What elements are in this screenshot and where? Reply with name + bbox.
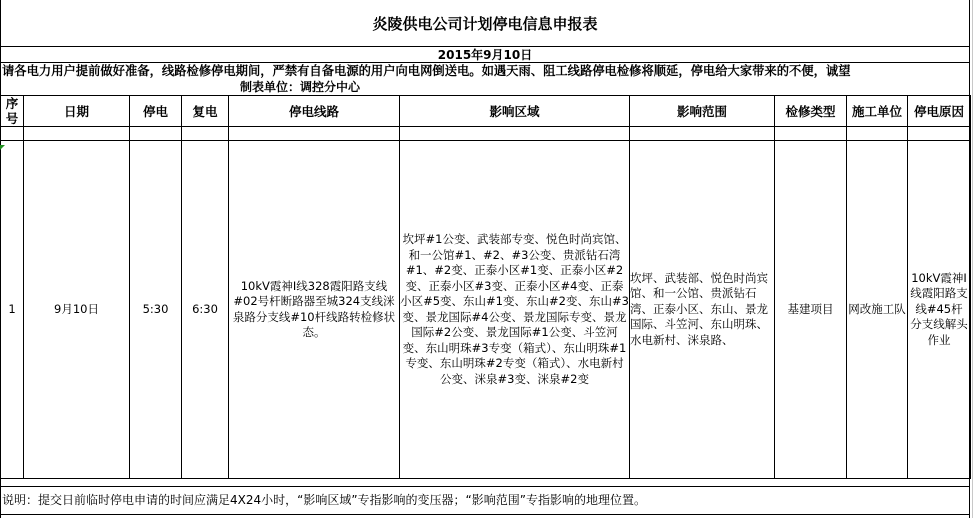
table-spacer-row	[1, 127, 971, 141]
notice-text: 请各电力用户提前做好准备，线路检修停电期间，严禁有自备电源的用户向电网倒送电。如遇天雨、阻工线路停电检修将顺延，停电给大家带来的不便，诚望	[2, 64, 851, 78]
cell-maintenance-type: 基建项目	[775, 141, 847, 479]
header-construction-unit: 施工单位	[847, 96, 908, 127]
header-power-off: 停电	[130, 96, 182, 127]
divider	[0, 514, 970, 515]
divider	[0, 486, 970, 487]
cell-power-on: 6:30	[182, 141, 229, 479]
header-date: 日期	[24, 96, 130, 127]
report-title: 炎陵供电公司计划停电信息申报表	[372, 14, 598, 33]
prepared-by-unit: 制表单位：调控分中心	[240, 80, 361, 94]
cell-outage-line: 10kV霞神I线328霞阳路支线#02号杆断路器至城324支线洣泉路分支线#10杆线路转检修状态。	[229, 141, 400, 479]
outage-table	[0, 95, 971, 479]
header-affected-area: 影响区域	[400, 96, 630, 127]
header-outage-reason: 停电原因	[908, 96, 971, 127]
table-header-row	[1, 96, 971, 127]
table-row	[1, 141, 971, 479]
footer-note: 说明：提交日前临时停电申请的时间应满足4X24小时，“影响区域”专指影响的变压器；“影响范围”专指影响的地理位置。	[2, 493, 646, 507]
cell-outage-reason: 10kV霞神I线霞阳路支线#45杆分支线解头作业	[908, 141, 971, 479]
cell-power-off: 5:30	[130, 141, 182, 479]
cell-date: 9月10日	[24, 141, 130, 479]
header-maintenance-type: 检修类型	[775, 96, 847, 127]
header-seq: 序号	[1, 96, 24, 127]
cell-affected-area: 坎坪#1公变、武装部专变、悦色时尚宾馆、和一公馆#1、#2、#3公变、贵派钻石湾#1、#2变、正泰小区#1变、正泰小区#2变、正泰小区#3变、正泰小区#4变、正泰小区#5变、东山#1变、东山#2变、东山#3变、景龙国际#4公变、景龙国际专变、景龙国际#2公变、景龙国际#1公变、斗笠河变、东山明珠#3专变（箱式）、东山明珠#1专变、东山明珠#2专变（箱式）、水电新村公变、洣泉#3变、洣泉#2变	[400, 141, 630, 479]
report-date: 2015年9月10日	[437, 47, 533, 62]
cell-seq: 1	[1, 141, 24, 479]
sheet-gridline	[972, 0, 973, 518]
header-power-on: 复电	[182, 96, 229, 127]
cell-construction-unit: 网改施工队	[847, 141, 908, 479]
header-outage-line: 停电线路	[229, 96, 400, 127]
header-affected-range: 影响范围	[630, 96, 775, 127]
cell-affected-range: 坎坪、武装部、悦色时尚宾馆、和一公馆、贵派钻石湾、正泰小区、东山、景龙国际、斗笠河、东山明珠、水电新村、洣泉路、	[630, 141, 775, 479]
cell-error-marker	[0, 145, 5, 150]
